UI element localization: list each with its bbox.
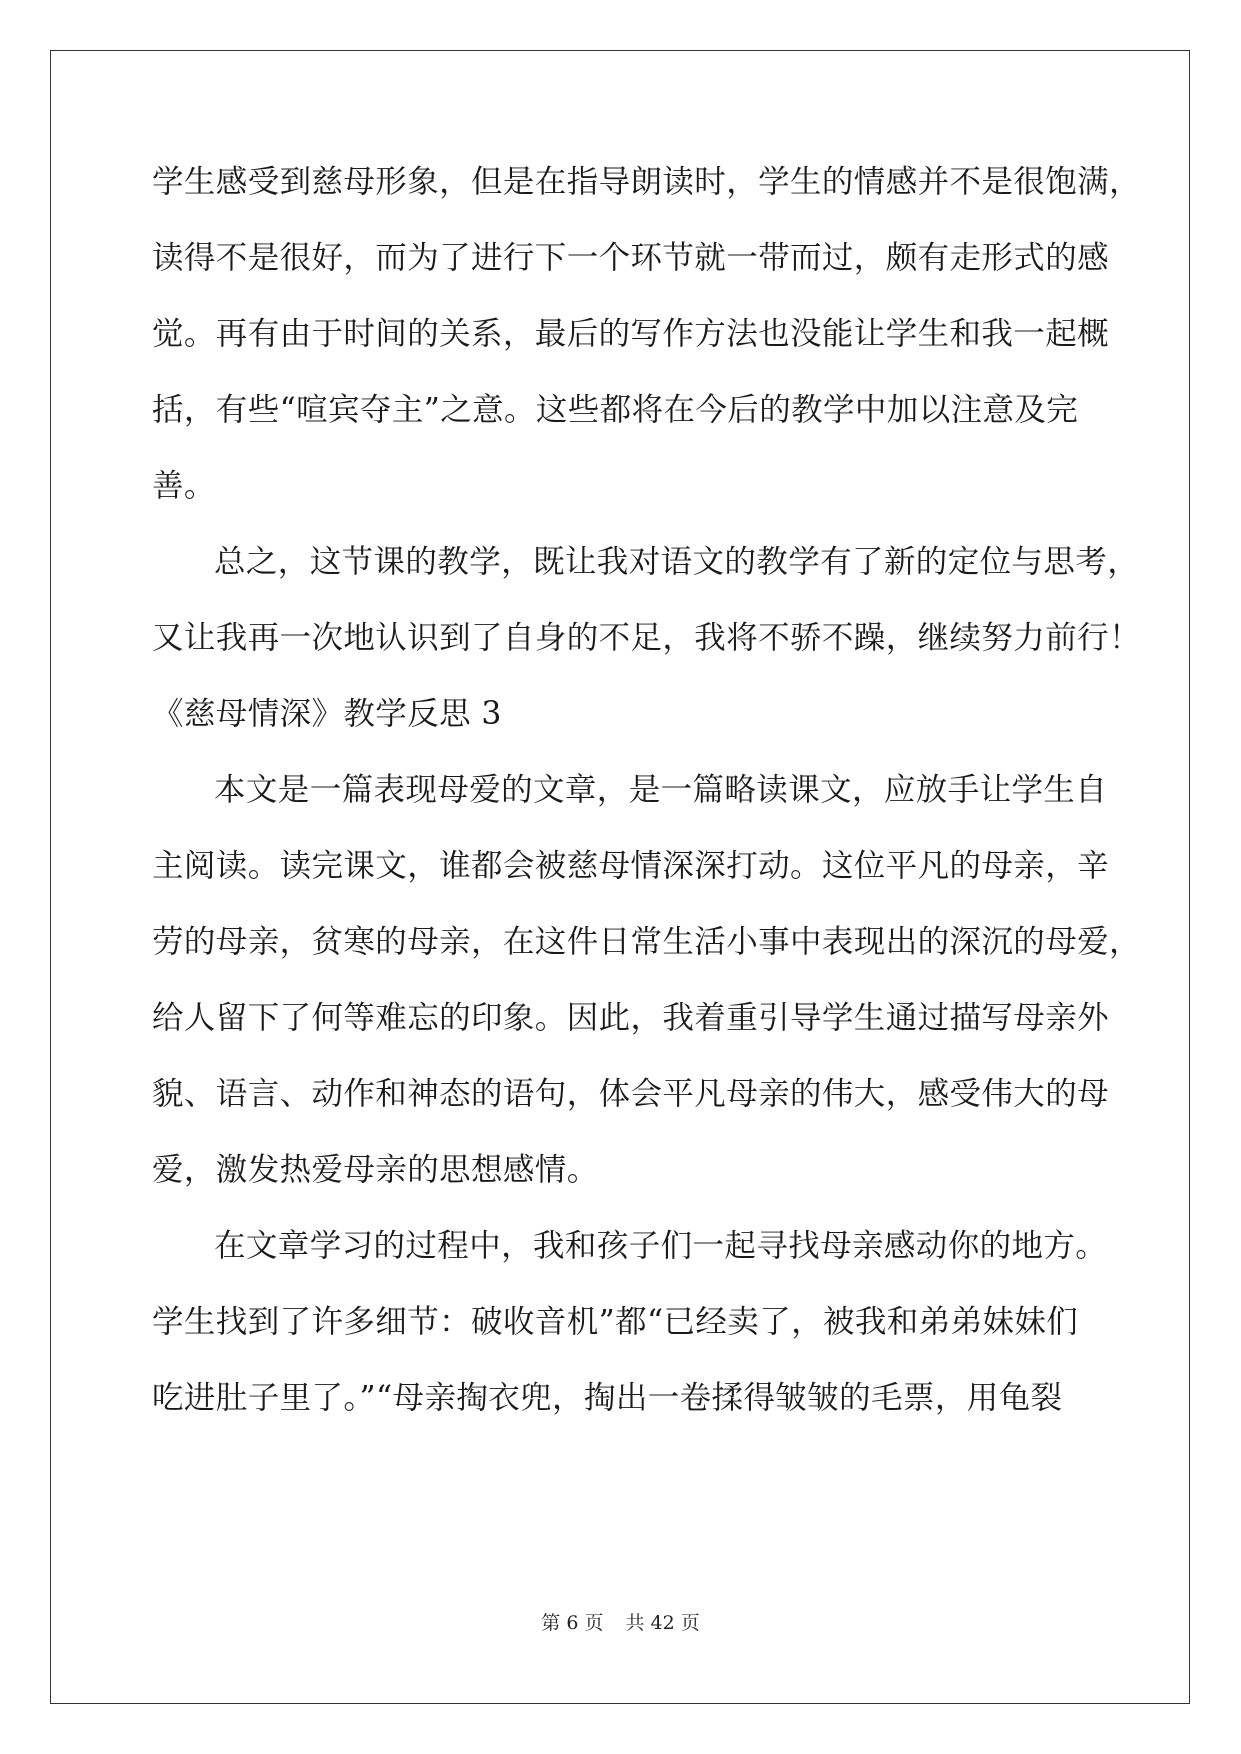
- paragraph-first-line: 在文章学习的过程中，我和孩子们一起寻找母亲感动你的地方。: [214, 1228, 1108, 1264]
- section-heading: 《慈母情深》教学反思 3: [152, 696, 502, 732]
- text-line: 主阅读。读完课文，谁都会被慈母情深深打动。这位平凡的母亲，辛: [152, 848, 1110, 884]
- text-line: 觉。再有由于时间的关系，最后的写作方法也没能让学生和我一起概: [152, 316, 1110, 352]
- page-number-current: 第 6 页: [541, 1612, 604, 1634]
- paragraph-first-line: 总之，这节课的教学，既让我对语文的教学有了新的定位与思考，: [214, 544, 1140, 580]
- text-line: 学生找到了许多细节：破收音机”都“已经卖了，被我和弟弟妹妹们: [152, 1304, 1079, 1340]
- paragraph-first-line: 本文是一篇表现母爱的文章，是一篇略读课文，应放手让学生自: [214, 772, 1108, 808]
- text-line: 又让我再一次地认识到了自身的不足，我将不骄不躁，继续努力前行！: [152, 620, 1141, 656]
- text-line: 吃进肚子里了。”“母亲掏衣兜，掏出一卷揉得皱皱的毛票，用龟裂: [152, 1380, 1063, 1416]
- text-line: 学生感受到慈母形象，但是在指导朗读时，学生的情感并不是很饱满，: [152, 164, 1141, 200]
- page-footer: [0, 1608, 1241, 1635]
- text-line: 爱，激发热爱母亲的思想感情。: [152, 1152, 599, 1188]
- text-line: 善。: [152, 468, 216, 504]
- text-line: 貌、语言、动作和神态的语句，体会平凡母亲的伟大，感受伟大的母: [152, 1076, 1110, 1112]
- text-line: 劳的母亲，贫寒的母亲，在这件日常生活小事中表现出的深沉的母爱，: [152, 924, 1141, 960]
- text-line: 给人留下了何等难忘的印象。因此，我着重引导学生通过描写母亲外: [152, 1000, 1110, 1036]
- text-line: 括，有些“喧宾夺主”之意。这些都将在今后的教学中加以注意及完: [152, 392, 1079, 428]
- text-line: 读得不是很好，而为了进行下一个环节就一带而过，颇有走形式的感: [152, 240, 1110, 276]
- page-number-total: 共 42 页: [625, 1612, 700, 1634]
